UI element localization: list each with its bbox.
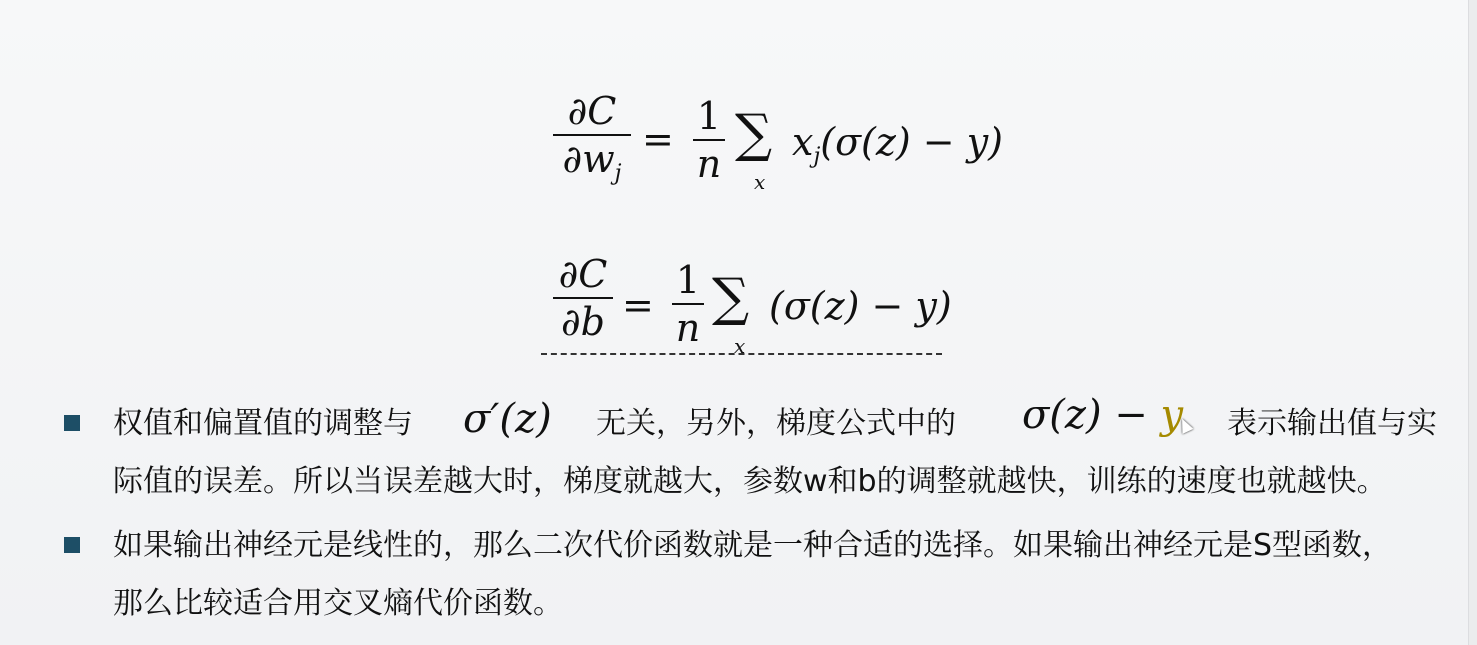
right-edge <box>1468 0 1477 645</box>
equals-sign: = <box>642 117 674 161</box>
numerator: ∂C <box>567 89 617 133</box>
sigma-prime-z: σ′(z) <box>463 396 552 442</box>
fraction-1-n: 1 n <box>693 97 725 183</box>
denominator: $\partial w_j$ <box>562 137 622 186</box>
sigma-z-minus-y: σ(z) − y <box>1022 392 1184 438</box>
bullet-marker-2 <box>64 537 80 553</box>
formula-rest-2: (σ(z) − y) <box>769 284 952 328</box>
bullet-1-line-1b: 无关，另外，梯度公式中的 <box>596 406 956 441</box>
fraction-bar <box>553 134 631 136</box>
summation-index: x <box>754 170 766 194</box>
formula-rest: $x_j(\sigma(z) - y)$ <box>792 120 1003 169</box>
bullet-1-line-1a: 权值和偏置值的调整与 <box>113 406 413 441</box>
summation-index-2: x <box>734 334 746 358</box>
bullet-1-line-2: 际值的误差。所以当误差越大时，梯度就越大，参数w和b的调整就越快，训练的速度也就越快。 <box>113 464 1387 499</box>
dashed-underline <box>541 353 942 355</box>
summation: ∑ <box>735 104 773 164</box>
equals-sign-2: = <box>622 283 654 327</box>
bullet-2-line-2: 那么比较适合用交叉熵代价函数。 <box>113 586 563 621</box>
fraction-1-n-2: 1 n <box>672 261 704 347</box>
bullet-2-line-1: 如果输出神经元是线性的，那么二次代价函数就是一种合适的选择。如果输出神经元是S型函数， <box>113 528 1393 563</box>
bullet-marker-1 <box>64 415 80 431</box>
fraction-dC-db: ∂C ∂b <box>553 255 613 341</box>
summation-2: ∑ <box>712 268 750 328</box>
bullet-1-line-1c: 表示输出值与实 <box>1227 406 1437 441</box>
fraction-dC-dwj <box>553 89 631 186</box>
